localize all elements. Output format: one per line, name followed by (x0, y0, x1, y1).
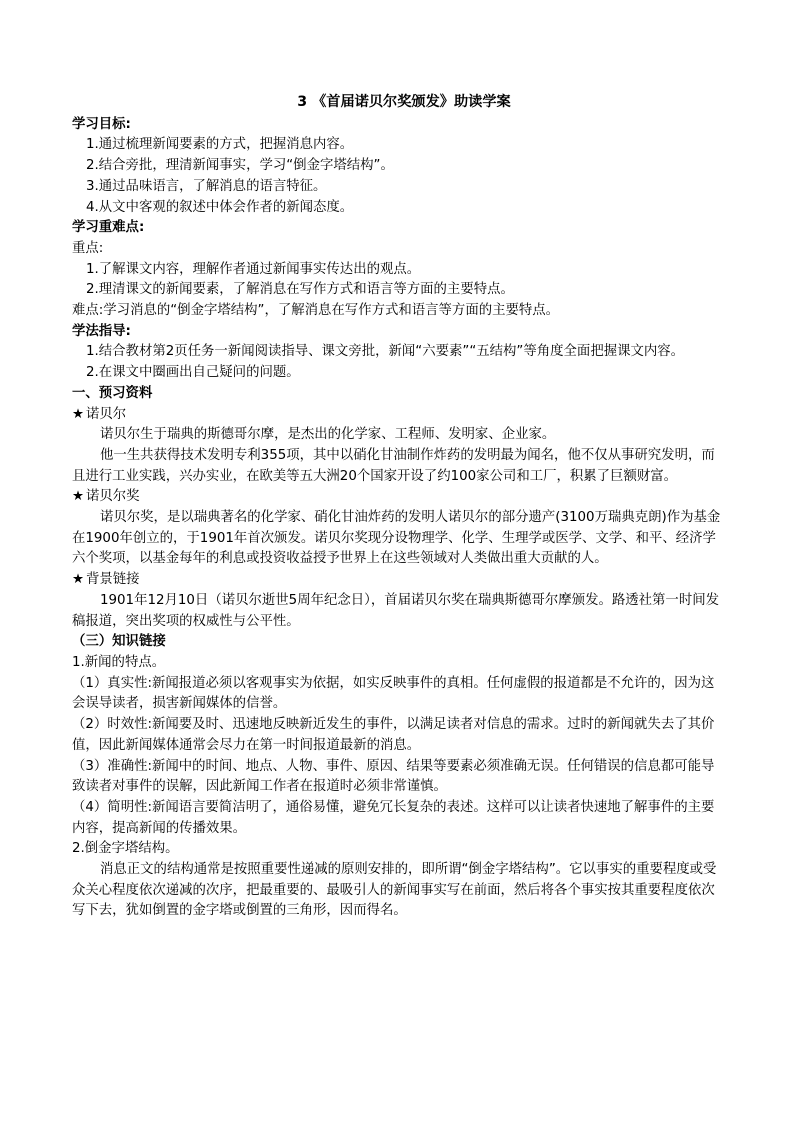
feature-item: （4）简明性:新闻语言要简洁明了，通俗易懂，避免冗长复杂的表述。这样可以让读者快速地了解事件的主要内容，提高新闻的传播效果。 (72, 799, 715, 836)
objective-item: 2.结合旁批，理清新闻事实，学习“倒金字塔结构”。 (86, 158, 394, 174)
knowledge-heading: （三）知识链接 (72, 634, 166, 650)
section-title-nobel-prize (72, 487, 722, 508)
objectives-heading: 学习目标: (72, 116, 131, 132)
paragraph: 诺贝尔生于瑞典的斯德哥尔摩，是杰出的化学家、工程师、发明家、企业家。 (100, 427, 556, 443)
method-item: 2.在课文中圈画出自己疑问的问题。 (86, 365, 300, 381)
focus-label: 重点: (72, 240, 104, 256)
section-title-text: 诺贝尔 (86, 406, 127, 422)
section-title-text: 背景链接 (86, 572, 140, 588)
paragraph: 他一生共获得技术发明专利355项，其中以硝化甘油制作炸药的发明最为闻名，他不仅从事研究发明，而且进行工业实践，兴办实业，在欧美等五大洲20个国家开设了约100家公司和工厂，积累了巨额财富。 (72, 447, 715, 484)
objective-item: 1.通过梳理新闻要素的方式，把握消息内容。 (86, 137, 354, 153)
paragraph: 1901年12月10日（诺贝尔逝世5周年纪念日），首届诺贝尔奖在瑞典斯德哥尔摩颁发。路透社第一时间发稿报道，突出奖项的权威性与公平性。 (72, 592, 719, 629)
preview-heading: 一、预习资料 (72, 385, 153, 401)
objective-item: 4.从文中客观的叙述中体会作者的新闻态度。 (86, 199, 354, 215)
knowledge-subheading: 1.新闻的特点。 (72, 654, 166, 670)
difficulty-text: 难点:学习消息的“倒金字塔结构”，了解消息在写作方式和语言等方面的主要特点。 (72, 303, 560, 319)
section-title-text: 诺贝尔奖 (86, 489, 140, 505)
focus-item: 2.理清课文的新闻要素，了解消息在写作方式和语言等方面的主要特点。 (86, 282, 514, 298)
key-points-heading: 学习重难点: (72, 220, 145, 236)
star-icon: ★ (72, 406, 85, 422)
objective-item: 3.通过品味语言，了解消息的语言特征。 (86, 178, 327, 194)
star-icon: ★ (72, 489, 85, 505)
star-icon: ★ (72, 572, 85, 588)
section-title-background (72, 570, 722, 591)
feature-item: （1）真实性:新闻报道必须以客观事实为依据，如实反映事件的真相。任何虚假的报道都是不允许的，因为这会误导读者，损害新闻媒体的信誉。 (72, 675, 715, 712)
page-title: 3 《首届诺贝尔奖颁发》助读学案 (297, 94, 511, 110)
method-item: 1.结合教材第2页任务一新闻阅读指导、课文旁批，新闻“六要素”“五结构”等角度全面把握课文内容。 (86, 344, 685, 360)
method-heading: 学法指导: (72, 323, 131, 339)
paragraph: 消息正文的结构通常是按照重要性递减的原则安排的，即所谓“倒金字塔结构”。它以事实的重要程度或受众关心程度依次递减的次序，把最重要的、最吸引人的新闻事实写在前面，然后将各个事实按其重要程度依次写下去，犹如倒置的金字塔或倒置的三角形，因而得名。 (72, 862, 717, 919)
paragraph: 诺贝尔奖，是以瑞典著名的化学家、硝化甘油炸药的发明人诺贝尔的部分遗产(3100万瑞典克朗)作为基金在1900年创立的，于1901年首次颁发。诺贝尔奖现分设物理学、化学、生理学或医学、文学、和平、经济学六个奖项，以基金每年的利息或投资收益授予世界上在这些领域对人类做出重大贡献的人。 (72, 510, 721, 567)
focus-item: 1.了解课文内容，理解作者通过新闻事实传达出的观点。 (86, 261, 421, 277)
knowledge-subheading: 2.倒金字塔结构。 (72, 841, 179, 857)
feature-item: （2）时效性:新闻要及时、迅速地反映新近发生的事件，以满足读者对信息的需求。过时的新闻就失去了其价值，因此新闻媒体通常会尽力在第一时间报道最新的消息。 (72, 717, 715, 753)
document-page (72, 92, 722, 922)
section-title-nobel (72, 405, 722, 426)
feature-item: （3）准确性:新闻中的时间、地点、人物、事件、原因、结果等要素必须准确无误。任何错误的信息都可能导致读者对事件的误解，因此新闻工作者在报道时必须非常谨慎。 (72, 758, 715, 795)
